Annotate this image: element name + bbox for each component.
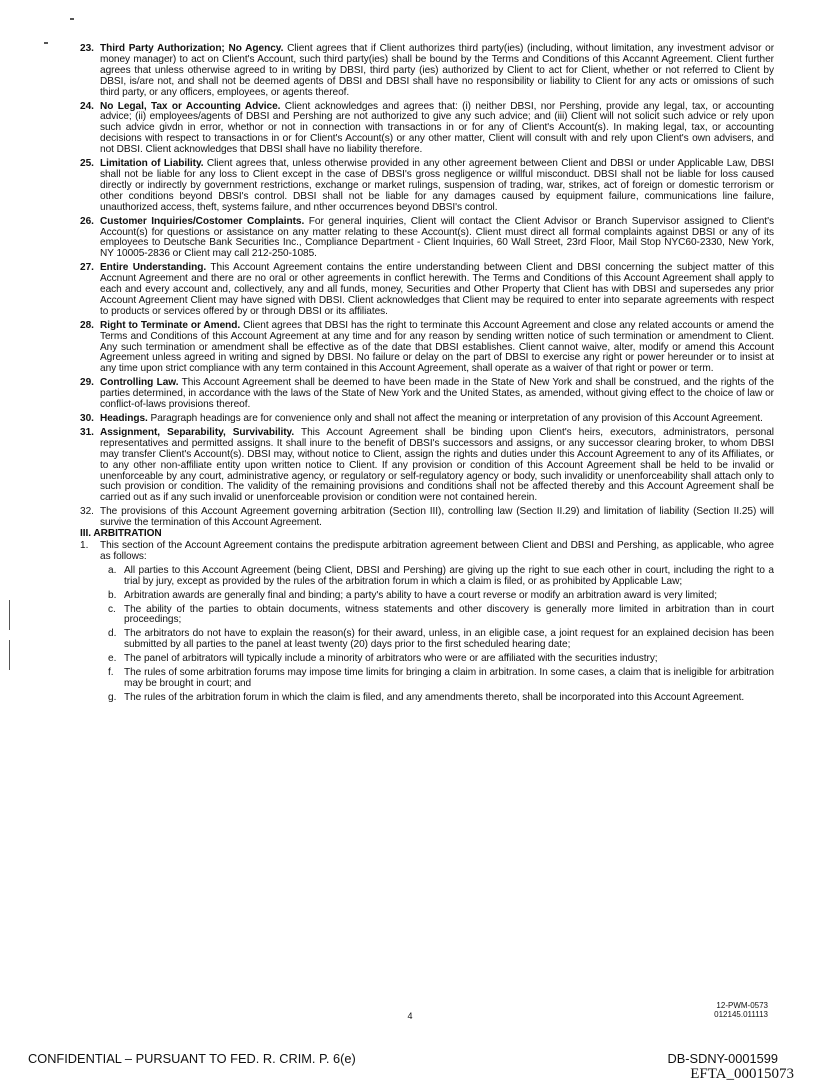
- section-title: No Legal, Tax or Accounting Advice.: [100, 100, 281, 112]
- section-number: 32.: [80, 506, 94, 518]
- subitem-text: Arbitration awards are generally final and binding; a party's ability to have a court reverse or modify an arbitration award is very limited;: [124, 589, 717, 601]
- section-text: Client agrees that if Client authorizes third party(ies) (including, without limitation, any investment advisor or money manager) to act on Client's Account, such third party(ies) shall be bound by the Terms and Conditions of this Accannt Agreement. Client further agrees that unless otherwise agreed to in writing by DBSI, third party (ies) authorized by Client to act for Client, whether or not referred to Client by DBSI, is/are not, and shall not be deemed agents of DBSI and DBSI shall have no responsibility or liability to Client for any acts or omissions of such third party, or any officers, employees, or agents thereof.: [100, 43, 775, 98]
- section-title: Customer Inquiries/Costomer Complaints.: [100, 215, 305, 227]
- form-code-id: 12-PWM-0573: [716, 1001, 768, 1010]
- section-31: [76, 428, 774, 504]
- section-23: [76, 44, 774, 99]
- section-number: 29.: [80, 377, 94, 389]
- section-text: Client agrees that, unless otherwise provided in any other agreement between Client and DBSI or under Applicable Law, DBSI shall not be liable for any loss to Client except in the case of DBSI's gross negligence or willful misconduct. DBSI shall not be liable for loss caused directly or indirectly by government restrictions, exchange or market rulings, suspension of trading, war, strikes, act of foreign or domestic terrorism or other conditions beyond DBSI's control. DBSI shall not be liable for any damages caused by equipment failure, communications line failure, unauthorized access, theft, systems failure, and nther occurrences beyond DBSI's control.: [100, 158, 774, 213]
- form-code: [668, 1001, 768, 1019]
- subitem-text: The rules of some arbitration forums may impose time limits for bringing a claim in arbitration. In some cases, a claim that is ineligible for arbitration may be brought in court; and: [124, 667, 774, 689]
- arbitration-subitem-c: [100, 605, 774, 627]
- margin-bar: [9, 600, 10, 630]
- section-number: 26.: [80, 215, 94, 227]
- subitem-letter: g.: [108, 691, 117, 703]
- subitem-text: All parties to this Account Agreement (being Client, DBSI and Pershing) are giving up the right to sue each other in court, including the right to a trial by jury, except as provided by the rules of the arbitration forum in which a claim is filed, or as prohibited by Applicable Law;: [124, 564, 774, 587]
- section-title: Limitation of Liability.: [100, 158, 204, 170]
- section-title: Entire Understanding.: [100, 262, 207, 274]
- scan-mark: [44, 42, 48, 44]
- subitem-letter: d.: [108, 628, 117, 640]
- bates-number: DB-SDNY-0001599: [667, 1051, 778, 1066]
- section-25: [76, 159, 774, 214]
- margin-bar: [9, 640, 10, 670]
- agreement-body: [76, 44, 774, 707]
- section-text: For general inquiries, Client will contact the Client Advisor or Branch Supervisor assigned to Client's Account(s) for questions or assistance on any matter relating to these Account(s). Client must direct all formal complaints against DBSI or any of its employees to Deutsche Bank Securities Inc., Compliance Department - Client Inquiries, 60 Wall Street, 23rd Floor, Mail Stop NYC60-2330, New York, NY 10005-2836 or Client may call 212-250-1085.: [100, 215, 774, 260]
- section-28: [76, 321, 774, 376]
- section-text: This Account Agreement contains the entire understanding between Client and DBSI concerning the subject matter of this Accnunt Agreement and there are no oral or other agreements in conflict herewith. The Terms and Conditions of this Account Agreement shall apply to each and every account and, collectively, any and all funds, money, Securities and Other Property that Client has with DBSI and supersedes any prior Account Agreement Client may have signed with DBSI. Client acknowledges that Client may be required to enter into separate agreements with respect to products or services offered by or through DBSI or its affiliates.: [100, 262, 774, 317]
- section-number: 25.: [80, 158, 94, 170]
- subitem-letter: e.: [108, 653, 117, 665]
- subitem-text: The panel of arbitrators will typically include a minority of arbitrators who were or are affiliated with the securities industry;: [124, 653, 658, 665]
- arbitration-subitem-b: [100, 591, 774, 602]
- section-text: Client agrees that DBSI has the right to terminate this Account Agreement and close any related accounts or amend the Terms and Conditions of this Account Agreement at any time and for any reason by sending written notice of such termination or amendment to Client. Any such termination or amendment shall be effective as of the date that DBSI establishes. Client cannot waive, alter, modify or amend this Account Agreement unless agreed in writing and signed by DBSI. No failure or delay on the part of DBSI to exercise any right or power hereunder or to insist at any time upon strict compliance with any term contained in this Account Agreement, shall operate as a waiver of that right or power or term.: [100, 319, 774, 375]
- efta-number: EFTA_00015073: [690, 1066, 794, 1082]
- section-number: 31.: [80, 426, 94, 438]
- section-text: The provisions of this Account Agreement governing arbitration (Section III), controlling law (Section II.29) and limitation of liability (Section II.25) will survive the termination of this Account Agreement.: [100, 506, 774, 529]
- section-text: This Account Agreement shall be binding upon Client's heirs, executors, administrators, personal representatives and permitted assigns. It shall inure to the benefit of DBSI's successors and assigns, or any successor clearing broker, to whom DBSI may transfer Client's Account(s). DBSI may, without notice to Client, assign the rights and duties under this Account Agreement to any of its Affiliates, or to any other non-affiliate entity upon written notice to Client. If any provision or condition of this Account Agreement shall be held to be invalid or unenforceable by any court, administrative agency, or regulatory or self-regulatory agency or body, such invalidity or unenforceability shall attach only to such provision or condition. The validity of the remaining provisions and conditions shall not be affected thereby and this Account Agreement shall be carried out as if any such invalid or unenforceable provision or condition were not contained herein.: [100, 426, 774, 504]
- section-number: 30.: [80, 413, 94, 424]
- section-number: 28.: [80, 319, 94, 331]
- arbitration-item-1: [76, 541, 774, 563]
- section-title: Assignment, Separability, Survivability.: [100, 426, 295, 438]
- section-number: 23.: [80, 43, 94, 54]
- section-text: Paragraph headings are for convenience only and shall not affect the meaning or interpretation of any provision of this Account Agreement.: [147, 413, 763, 424]
- scan-mark: [70, 18, 74, 20]
- form-code-date: 012145.011113: [714, 1010, 768, 1019]
- section-26: [76, 217, 774, 261]
- subitem-text: The ability of the parties to obtain documents, witness statements and other discovery is generally more limited in arbitration than in court proceedings;: [124, 603, 774, 626]
- section-title: Right to Terminate or Amend.: [100, 319, 241, 331]
- section-title: Third Party Authorization; No Agency.: [100, 43, 284, 54]
- section-30: [76, 414, 774, 425]
- arbitration-subitem-f: [100, 668, 774, 690]
- subitem-text: The rules of the arbitration forum in which the claim is filed, and any amendments thereto, shall be incorporated into this Account Agreement.: [124, 691, 745, 703]
- section-title: Headings.: [100, 413, 148, 424]
- section-24: [76, 102, 774, 157]
- arbitration-subitem-e: [100, 654, 774, 665]
- subitem-letter: c.: [108, 603, 116, 615]
- section-number: 27.: [80, 262, 94, 274]
- section-number: 1.: [80, 539, 89, 551]
- arbitration-subitem-a: [100, 566, 774, 588]
- arbitration-subitem-d: [100, 629, 774, 651]
- arbitration-subitem-g: [100, 693, 774, 704]
- subitem-letter: b.: [108, 589, 117, 601]
- subitem-letter: f.: [108, 667, 114, 679]
- arbitration-heading: III. ARBITRATION: [80, 528, 162, 540]
- section-number: 24.: [80, 100, 94, 112]
- confidential-notice: CONFIDENTIAL – PURSUANT TO FED. R. CRIM. P. 6(e): [28, 1051, 356, 1066]
- section-29: [76, 378, 774, 411]
- arbitration-intro: This section of the Account Agreement contains the predispute arbitration agreement between Client and DBSI and Pershing, as applicable, who agree as follows:: [100, 539, 774, 562]
- section-title: Controlling Law.: [100, 377, 179, 389]
- section-32: [76, 507, 774, 529]
- section-text: This Account Agreement shall be deemed to have been made in the State of New York and shall be construed, and the rights of the parties determined, in accordance with the laws of the State of New York and the United States, as amended, without giving effect to the choice of law or conflict-of-laws provisions thereof.: [100, 377, 774, 411]
- page-number: 4: [407, 1011, 413, 1021]
- subitem-letter: a.: [108, 564, 117, 576]
- subitem-text: The arbitrators do not have to explain the reason(s) for their award, unless, in an eligible case, a joint request for an explained decision has been submitted by all parties to the panel at least twenty (20) days prior to the first scheduled hearing date;: [124, 628, 774, 651]
- section-text: Client acknowledges and agrees that: (i) neither DBSI, nor Pershing, provide any legal, tax, or accounting advice; (ii) employees/agents of DBSI and Pershing are not authorized to give any such advice; and (iii) Client will not solicit such advice or rely upon such advice givdn in error, whethor or not in connection with transactions in or for any of Client's Account(s). In making legal, tax, or accounting decisions with respect to transactions in or for Client's Account(s) or any other matter, Client will consult with and rely upon Client's own advisers, and not DBSI. Client acknowledges that DBSI shall have no liability therefore.: [100, 100, 774, 156]
- section-27: [76, 263, 774, 318]
